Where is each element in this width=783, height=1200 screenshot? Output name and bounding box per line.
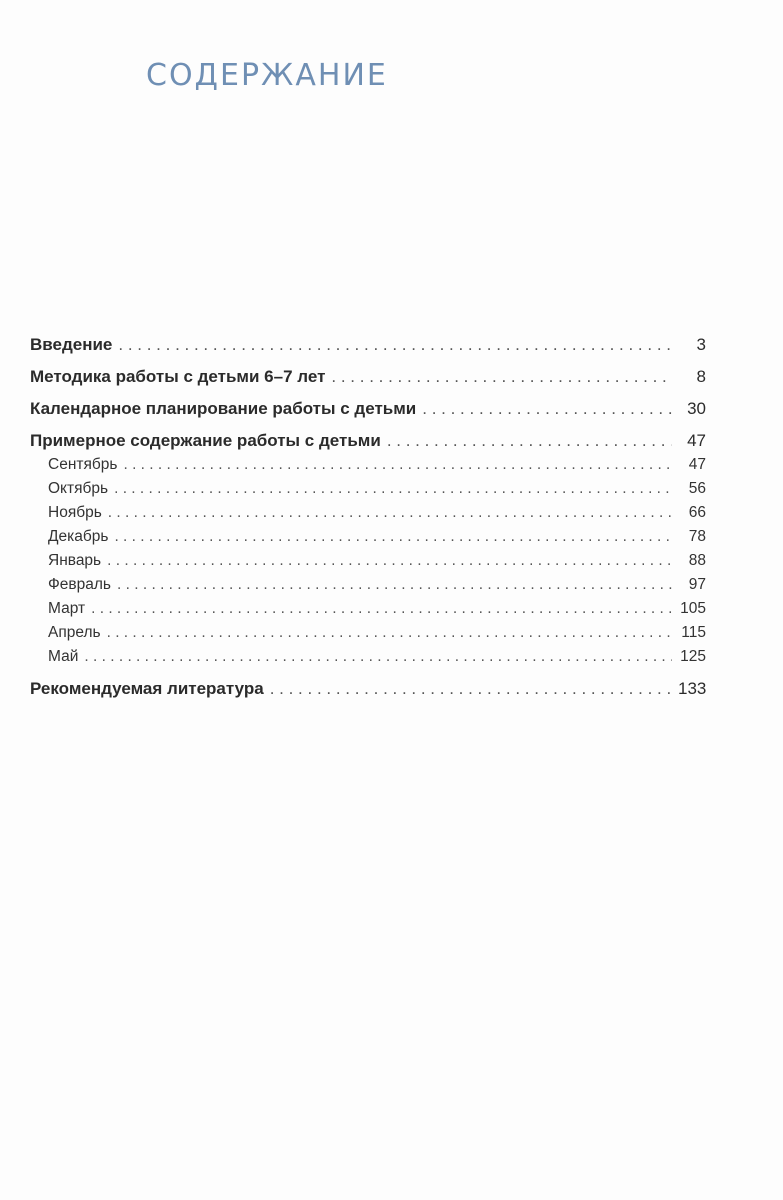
toc-page-number: 47 <box>688 456 706 473</box>
dot-leader <box>114 477 672 501</box>
dot-leader <box>123 453 672 477</box>
dot-leader <box>84 645 672 669</box>
dot-leader <box>422 397 672 421</box>
toc-entry-label: Май <box>48 648 79 665</box>
toc-page-number: 88 <box>688 552 706 569</box>
page-title: СОДЕРЖАНИЕ <box>146 58 388 93</box>
toc-entry-planning[interactable] <box>30 397 706 421</box>
toc-page-number: 133 <box>678 679 707 698</box>
dot-leader <box>270 677 672 701</box>
toc-page-number: 47 <box>687 431 706 450</box>
toc-entry-label: Март <box>48 600 86 617</box>
toc-subentry-september[interactable] <box>30 453 706 477</box>
toc-page-number: 66 <box>688 504 706 521</box>
dot-leader <box>114 525 672 549</box>
toc-entry-label: Календарное планирование работы с детьми <box>30 399 417 418</box>
toc-subentry-may[interactable] <box>30 645 706 669</box>
toc-entry-introduction[interactable] <box>30 333 706 357</box>
toc-subentry-december[interactable] <box>30 525 706 549</box>
toc-entry-label: Введение <box>30 335 113 354</box>
toc-page-number: 125 <box>680 648 706 665</box>
toc-page-number: 115 <box>681 624 706 641</box>
dot-leader <box>107 549 672 573</box>
toc-entry-label: Рекомендуемая литература <box>30 679 264 698</box>
dot-leader <box>387 429 672 453</box>
toc-entry-label: Методика работы с детьми 6–7 лет <box>30 367 326 386</box>
toc-subentry-march[interactable] <box>30 597 706 621</box>
dot-leader <box>107 621 672 645</box>
toc-entry-label: Сентябрь <box>48 456 118 473</box>
toc-entry-label: Примерное содержание работы с детьми <box>30 431 381 450</box>
toc-page-number: 78 <box>688 528 706 545</box>
table-of-contents <box>30 333 706 701</box>
toc-entry-content[interactable] <box>30 429 706 453</box>
toc-entry-label: Апрель <box>48 624 101 641</box>
dot-leader <box>118 333 672 357</box>
toc-page-number: 97 <box>688 576 706 593</box>
toc-subentry-january[interactable] <box>30 549 706 573</box>
toc-entry-label: Ноябрь <box>48 504 102 521</box>
toc-entry-label: Декабрь <box>48 528 109 545</box>
toc-entry-label: Январь <box>48 552 102 569</box>
toc-page-number: 30 <box>687 399 706 418</box>
toc-entry-methods[interactable] <box>30 365 706 389</box>
dot-leader <box>91 597 672 621</box>
toc-subentry-february[interactable] <box>30 573 706 597</box>
toc-entry-label: Февраль <box>48 576 111 593</box>
toc-page-number: 3 <box>696 335 706 354</box>
toc-subentry-april[interactable] <box>30 621 706 645</box>
dot-leader <box>117 573 672 597</box>
dot-leader <box>108 501 672 525</box>
dot-leader <box>331 365 672 389</box>
toc-subentry-november[interactable] <box>30 501 706 525</box>
toc-subentry-october[interactable] <box>30 477 706 501</box>
toc-entry-label: Октябрь <box>48 480 109 497</box>
toc-page-number: 105 <box>680 600 706 617</box>
toc-page-number: 56 <box>688 480 706 497</box>
toc-entry-literature[interactable] <box>30 677 706 701</box>
toc-page-number: 8 <box>696 367 706 386</box>
